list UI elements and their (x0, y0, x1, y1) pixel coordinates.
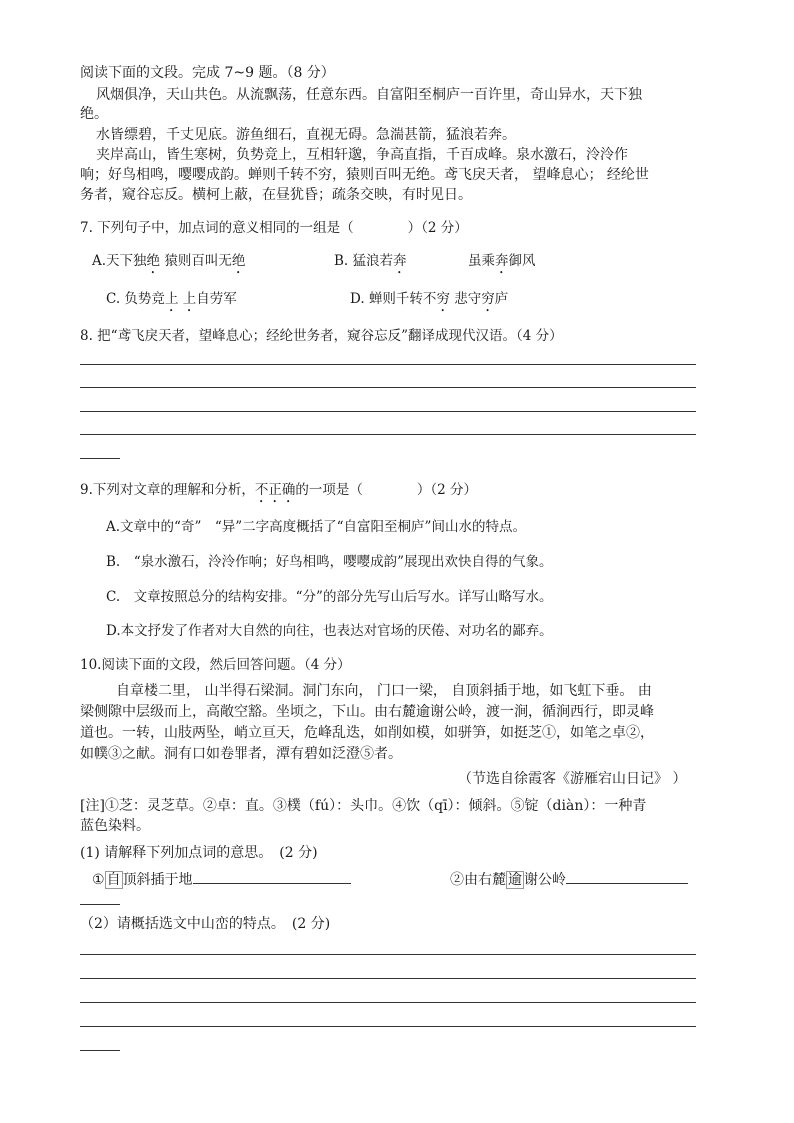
q10-sub1-a-blank[interactable] (193, 869, 351, 884)
q7-a-text: A.天下独 (92, 253, 147, 269)
q7-b-dotted-word: 奔 (393, 253, 407, 269)
q10-passage-line: 如幞③之献。洞有口如卷罪者，潭有碧如泛澄⑤者。 (80, 746, 402, 762)
q10-sub1-b-text: ②由右麓 (450, 872, 506, 888)
q10-answer-line-3[interactable] (80, 1002, 696, 1003)
q7-d-dotted-word2: 穷 (481, 291, 495, 307)
q7-option-a[interactable] (92, 252, 245, 277)
q10-sub1-a-key-word: 自 (106, 872, 121, 888)
q7-d-dotted-word: 穷 (436, 291, 450, 307)
q9-stem-dotted: 不正确 (254, 482, 296, 498)
q9-stem-text: 9.下列对文章的理解和分析， (80, 482, 255, 498)
q7-option-c[interactable] (106, 290, 237, 315)
q8-answer-line-5[interactable] (80, 458, 120, 459)
q7-d-text3: 庐 (494, 291, 509, 307)
q7-option-b[interactable] (334, 252, 407, 277)
q8-answer-line-3[interactable] (80, 411, 696, 412)
q7-c-dotted-word: 上 (164, 291, 179, 307)
passage1-line: 水皆缥碧，千丈见底。游鱼细石，直视无碍。急湍甚箭，猛浪若奔。 (96, 127, 516, 143)
q7-a-text2: 猿则百叫无 (160, 253, 232, 269)
q10-note: [注]①芝：灵芝草。②卓：直。③樸（fú）：头巾。④饮（qī）：倾斜。⑤锭（diàn）：一种青 (80, 798, 647, 814)
q7-d-text: D. 蝉则千转不 (350, 291, 437, 307)
q10-passage-line: 自章楼二里， 山半得石梁洞。洞门东向， 门口一梁， 自顶斜插于地，如飞虹下垂。 由 (116, 683, 652, 699)
q10-answer-line-2[interactable] (80, 978, 696, 979)
q8-answer-line-1[interactable] (80, 364, 696, 365)
q7-b2-text: 虽乘 (468, 253, 495, 269)
q9-option-a[interactable]: A.文章中的“奇” “异”二字高度概括了“自富阳至桐庐”间山水的特点。 (106, 519, 526, 535)
passage1-line: 绝。 (80, 106, 108, 122)
q9-option-b[interactable]: B. “泉水激石，泠泠作响；好鸟相鸣，嘤嘤成韵”展现出欢快自得的气象。 (106, 554, 553, 570)
q7-b2-text2: 御风 (508, 253, 536, 269)
q9-stem-text2: 的一项是（ ）（2 分） (295, 482, 478, 498)
passage1-line: 务者，窥谷忘反。横柯上蔽，在昼犹昏；疏条交映，有时见日。 (80, 187, 472, 203)
q10-sub1-b-text2: 谢公岭 (524, 872, 566, 888)
q10-sub1: (1) 请解释下列加点词的意思。 (2 分) (80, 845, 318, 861)
q7-b-text: B. 猛浪若 (334, 253, 394, 269)
q7-a-dotted-word: 绝 (146, 253, 161, 269)
q10-sub1-overflow-line[interactable] (80, 904, 120, 905)
q10-source: （节选自徐霞客《游雁宕山日记》 ） (458, 771, 687, 787)
q10-answer-line-4[interactable] (80, 1026, 696, 1027)
q10-sub1-item-b (450, 869, 688, 889)
q10-sub1-a-text: 顶斜插于地 (122, 872, 193, 888)
q8-stem: 8. 把“鸢飞戾天者，望峰息心；经纶世务者，窥谷忘反”翻译成现代汉语。（4 分） (80, 328, 563, 344)
passage1-line: 夹岸高山，皆生寒树，负势竞上，互相轩邈，争高直指，千百成峰。泉水激石，泠泠作 (96, 147, 628, 163)
q7-c-text: C. 负势竞 (106, 291, 165, 307)
passage1-intro: 阅读下面的文段。完成 7~9 题。（8 分） (80, 65, 335, 81)
q9-stem (80, 481, 477, 506)
q10-sub1-b-blank[interactable] (566, 869, 688, 884)
q10-sub1-b-key-word: 逾 (508, 872, 522, 888)
q7-d-text2: 悲守 (449, 291, 482, 307)
q10-sub2: （2）请概括选文中山峦的特点。 (2 分) (80, 916, 331, 932)
q10-sub1-item-a (92, 869, 351, 889)
q10-passage-line: 道也。一转，山肢两坠，峭立亘天，危峰乱迭，如削如模，如骈笋，如挺芝①，如笔之卓②， (80, 725, 654, 741)
q10-stem: 10.阅读下面的文段，然后回答问题。（4 分） (80, 657, 351, 673)
q7-stem: 7. 下列句子中，加点词的意义相同的一组是（ ）（2 分） (80, 220, 468, 236)
q10-sub1-a-num: ① (92, 872, 105, 888)
q8-answer-line-2[interactable] (80, 387, 696, 388)
q10-answer-line-1[interactable] (80, 954, 696, 955)
q7-option-b2 (468, 252, 536, 277)
q7-c-text3: 自劳军 (196, 291, 237, 307)
q7-b2-dotted-word: 奔 (495, 253, 509, 269)
passage1-line: 风烟俱净，天山共色。从流飘荡，任意东西。自富阳至桐庐一百许里，奇山异水，天下独 (96, 87, 642, 103)
q7-a-dotted-word2: 绝 (231, 253, 246, 269)
passage1-line: 响；好鸟相鸣，嘤嘤成韵。蝉则千转不穷，猿则百叫无绝。鸢飞戾天者， 望峰息心； 经纶世 (80, 167, 649, 183)
q8-answer-line-4[interactable] (80, 434, 696, 435)
q10-answer-line-5[interactable] (80, 1050, 120, 1051)
q9-option-d[interactable]: D.本文抒发了作者对大自然的向往，也表达对官场的厌倦、对功名的鄙弃。 (106, 623, 553, 639)
q10-passage-line: 梁侧隙中层级而上，高敞空豁。坐顷之，下山。由右麓逾谢公岭，渡一涧，循涧西行，即灵峰 (80, 704, 654, 720)
q9-option-c[interactable]: C. 文章按照总分的结构安排。“分”的部分先写山后写水。详写山略写水。 (106, 589, 553, 605)
q10-note-cont: 蓝色染料。 (80, 818, 150, 834)
q7-option-d[interactable] (350, 290, 508, 315)
q7-c-dotted-word2: 上 (182, 291, 197, 307)
